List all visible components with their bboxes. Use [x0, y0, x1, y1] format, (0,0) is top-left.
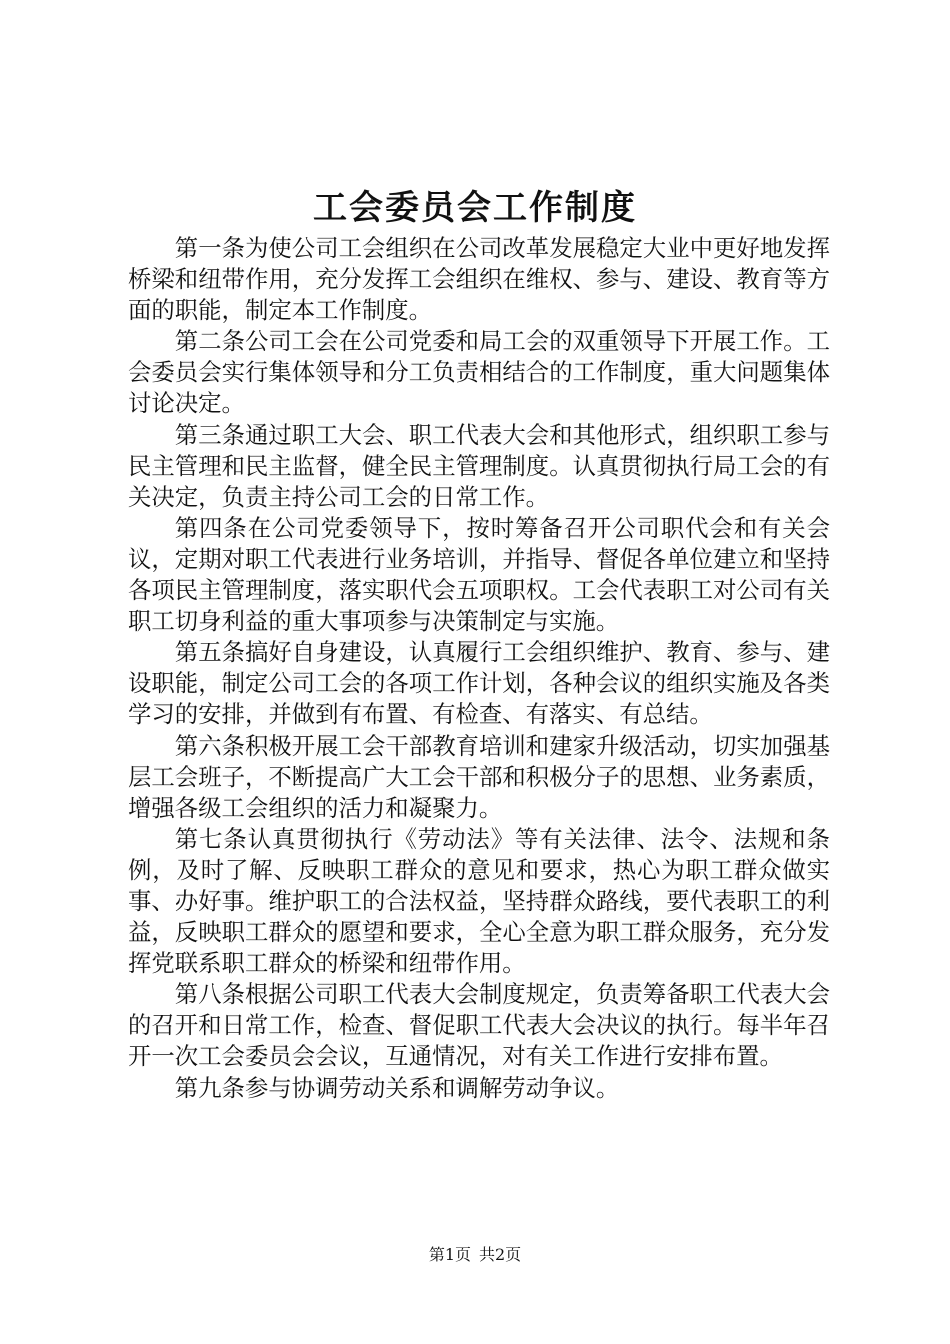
article-3: 第三条通过职工大会、职工代表大会和其他形式，组织职工参与民主管理和民主监督，健全民主管理制度。认真贯彻执行局工会的有关决定，负责主持公司工会的日常工作。 — [128, 420, 830, 511]
document-body — [128, 233, 830, 1104]
article-9: 第九条参与协调劳动关系和调解劳动争议。 — [174, 1073, 620, 1102]
article-8: 第八条根据公司职工代表大会制度规定，负责筹备职工代表大会的召开和日常工作，检查、督促职工代表大会决议的执行。每半年召开一次工会委员会会议，互通情况，对有关工作进行安排布置。 — [128, 980, 830, 1071]
article-1: 第一条为使公司工会组织在公司改革发展稳定大业中更好地发挥桥梁和纽带作用，充分发挥工会组织在维权、参与、建设、教育等方面的职能，制定本工作制度。 — [128, 234, 830, 325]
article-2: 第二条公司工会在公司党委和局工会的双重领导下开展工作。工会委员会实行集体领导和分工负责相结合的工作制度，重大问题集体讨论决定。 — [128, 327, 830, 418]
document-title: 工会委员会工作制度 — [313, 188, 637, 228]
article-7: 第七条认真贯彻执行《劳动法》等有关法律、法令、法规和条例，及时了解、反映职工群众的意见和要求，热心为职工群众做实事、办好事。维护职工的合法权益，坚持群众路线，要代表职工的利益，反映职工群众的愿望和要求，全心全意为职工群众服务，充分发挥党联系职工群众的桥梁和纽带作用。 — [128, 824, 830, 978]
page-footer — [0, 1244, 950, 1266]
article-4: 第四条在公司党委领导下，按时筹备召开公司职代会和有关会议，定期对职工代表进行业务培训，并指导、督促各单位建立和坚持各项民主管理制度，落实职代会五项职权。工会代表职工对公司有关职工切身利益的重大事项参与决策制定与实施。 — [128, 513, 830, 636]
article-5: 第五条搞好自身建设，认真履行工会组织维护、教育、参与、建设职能，制定公司工会的各项工作计划，各种会议的组织实施及各类学习的安排，并做到有布置、有检查、有落实、有总结。 — [128, 638, 830, 729]
article-6: 第六条积极开展工会干部教育培训和建家升级活动，切实加强基层工会班子，不断提高广大工会干部和积极分子的思想、业务素质，增强各级工会组织的活力和凝聚力。 — [128, 731, 830, 822]
page-number-current: 第1页 — [428, 1245, 471, 1264]
page-number-total: 共2页 — [479, 1245, 522, 1264]
